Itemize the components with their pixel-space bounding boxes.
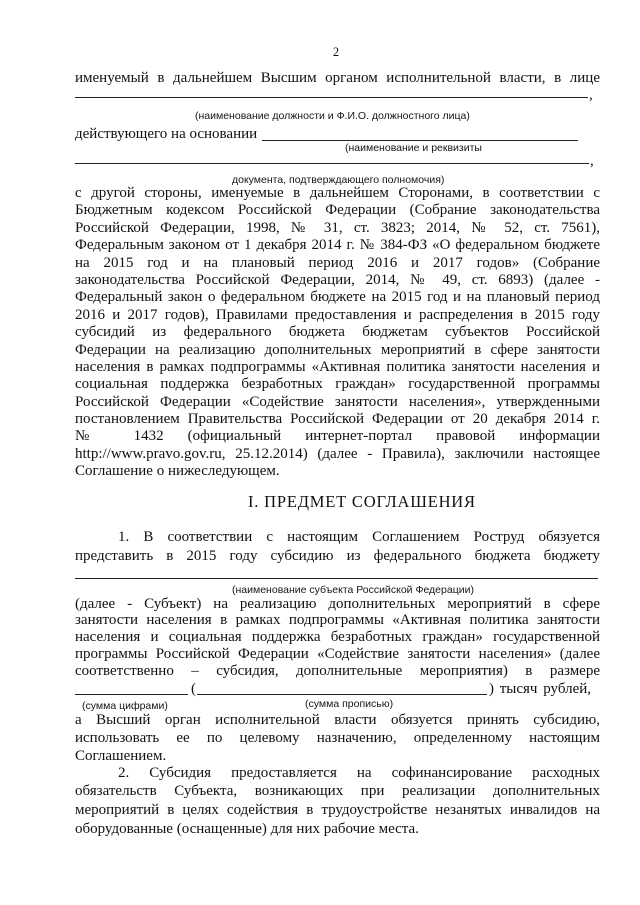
sum-digits-caption: (сумма цифрами) — [82, 700, 168, 712]
amount-currency-text: ) тысяч рублей, — [489, 681, 592, 697]
item-1-paragraph — [75, 528, 600, 566]
basis-caption: (наименование и реквизиты — [345, 142, 482, 154]
item-2-line: оборудованные (оснащенные) для них рабочие места. — [75, 820, 419, 837]
preamble-line: постановлением Правительства Российской Федерации от 20 декабря 2014 г. — [75, 411, 600, 428]
sum-words-fill-line — [197, 694, 487, 695]
preamble-line: Российской Федерации, 1998, № 31, ст. 3823; 2014, № 52, ст. 7561), — [75, 219, 600, 236]
intro-text-line: именуемый в дальнейшем Высшим органом исполнительной власти, в лице — [75, 70, 600, 86]
preamble-paragraph — [75, 185, 600, 481]
item-1-line: а Высший орган исполнительной власти обязуется принять субсидию, — [75, 712, 600, 728]
preamble-line: Российской Федерации «Содействие занятости населения», утвержденными — [75, 393, 600, 410]
page-number: 2 — [332, 45, 340, 59]
official-name-caption: (наименование должности и Ф.И.О. должностного лица) — [195, 110, 470, 122]
preamble-line: Федерации на реализацию дополнительных мероприятий в сфере занятости — [75, 341, 600, 358]
line-end-comma: , — [590, 153, 594, 169]
preamble-line: № 1432 (официальный интернет-портал правовой информации — [75, 428, 600, 445]
item-2-line: мероприятий в целях содействия в трудоустройстве незанятых инвалидов на — [75, 801, 600, 818]
basis-fill-line — [262, 140, 578, 141]
subject-caption: (наименование субъекта Российской Федерации) — [232, 584, 474, 596]
item-1-line: представить в 2015 году субсидию из федерального бюджета бюджету — [75, 547, 600, 564]
item-1-line: занятости населения в рамках подпрограммы «Активная политика занятости — [75, 612, 600, 629]
preamble-line: социальная поддержка безработных граждан» государственной программы — [75, 376, 600, 393]
preamble-line: http://www.pravo.gov.ru, 25.12.2014) (далее - Правила), заключили настоящее — [75, 445, 600, 462]
preamble-line: с другой стороны, именуемые в дальнейшем Сторонами, в соответствии с — [75, 185, 600, 201]
item-2-line: обязательств Субъекта, возникающих при реализации дополнительных — [75, 783, 600, 800]
item-1-line: Соглашением. — [75, 748, 167, 764]
preamble-line: населения в рамках подпрограммы «Активная политика занятости населения и — [75, 358, 600, 375]
preamble-line: Федеральный закон о федеральном бюджете на 2015 год и на плановый период — [75, 289, 600, 306]
item-1-continuation — [75, 596, 600, 680]
intro-paragraph — [75, 69, 600, 87]
item-1-ending — [75, 711, 600, 765]
amount-open-paren: ( — [191, 681, 196, 697]
preamble-line: 2016 и 2017 годов), Правилами предоставления и распределения в 2015 году — [75, 306, 600, 323]
item-1-line: населения и социальная поддержка безработных граждан» государственной — [75, 629, 600, 646]
line-end-comma: , — [589, 87, 593, 103]
item-1-line: соответственно – субсидия, дополнительные мероприятия) в размере — [75, 662, 600, 679]
item-2-paragraph — [75, 764, 600, 839]
item-2-line: 2. Субсидия предоставляется на софинансирование расходных — [118, 764, 600, 781]
preamble-line: субсидий из федерального бюджета бюджетам субъектов Российской — [75, 324, 600, 341]
preamble-line: законодательства Российской Федерации, 2014, № 49, ст. 6893) (далее - — [75, 271, 600, 288]
item-1-line: программы Российской Федерации «Содействие занятости населения» (далее — [75, 645, 600, 662]
basis-label: действующего на основании — [75, 126, 258, 142]
preamble-line: Бюджетным кодексом Российской Федерации (Собрание законодательства — [75, 202, 600, 219]
item-1-line: 1. В соответствии с настоящим Соглашением Роструд обязуется — [118, 528, 600, 545]
subject-fill-line — [75, 578, 598, 579]
item-1-line: использовать ее по целевому назначению, определенному настоящим — [75, 730, 600, 746]
official-name-fill-line — [75, 97, 588, 98]
preamble-line: Федеральным законом от 1 декабря 2014 г. № 384-ФЗ «О федеральном бюджете — [75, 237, 600, 254]
section-heading: I. ПРЕДМЕТ СОГЛАШЕНИЯ — [248, 492, 476, 511]
preamble-line: на 2015 год и на плановый период 2016 и 2017 годов» (Собрание — [75, 254, 600, 271]
preamble-line: Соглашение о нижеследующем. — [75, 463, 280, 480]
document-fill-line — [75, 163, 589, 164]
document-caption: документа, подтверждающего полномочия) — [232, 174, 445, 186]
sum-words-caption: (сумма прописью) — [305, 698, 394, 710]
sum-digits-fill-line — [75, 694, 188, 695]
item-1-line: (далее - Субъект) на реализацию дополнительных мероприятий в сфере — [75, 595, 600, 612]
